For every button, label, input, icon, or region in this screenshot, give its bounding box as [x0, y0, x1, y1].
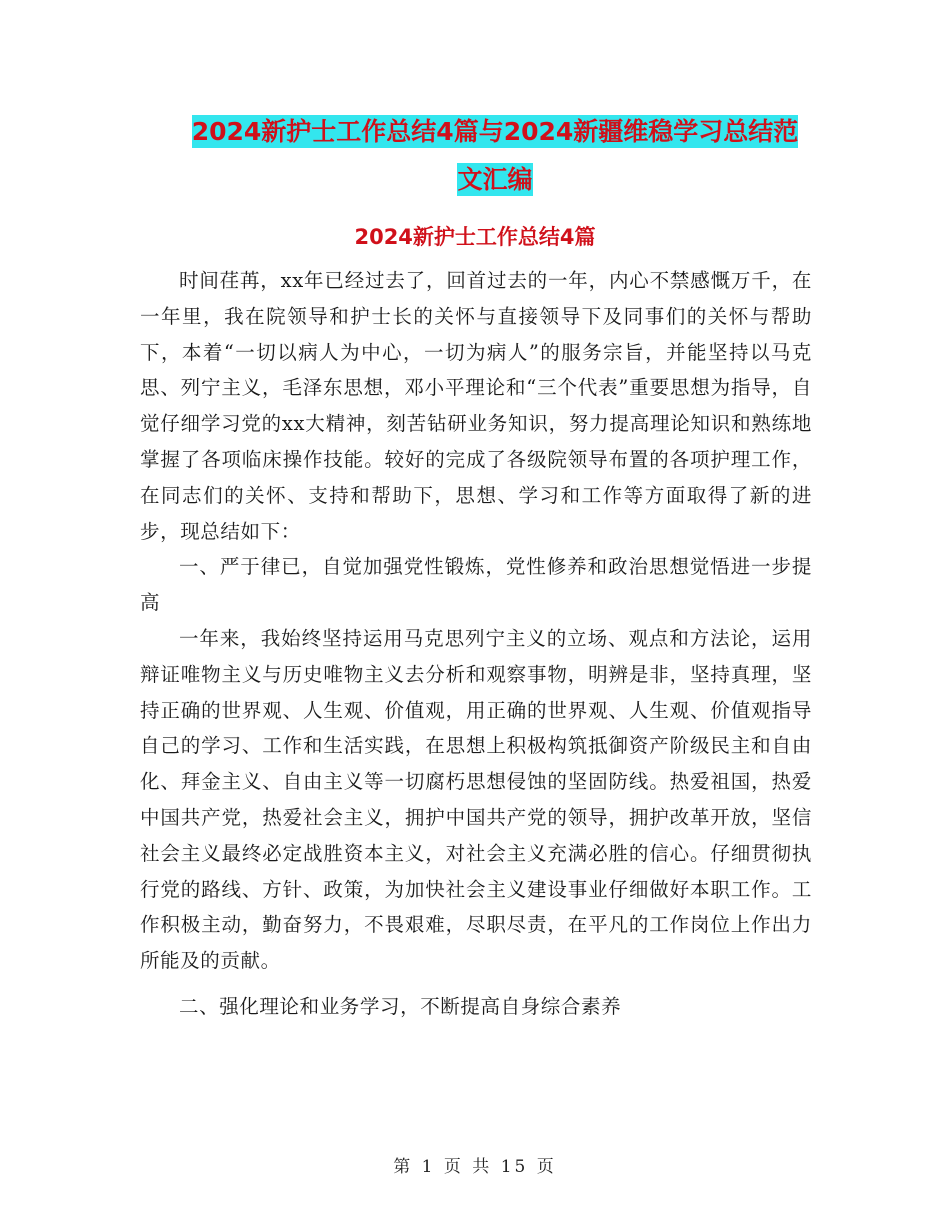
document-body	[140, 263, 812, 1025]
page-number-footer: 第 1 页 共 15 页	[393, 1157, 557, 1177]
document-title	[140, 108, 850, 204]
paragraph-intro: 时间荏苒，xx年已经过去了，回首过去的一年，内心不禁感慨万千，在一年里，我在院领导和护士长的关怀与直接领导下及同事们的关怀与帮助下，本着“一切以病人为中心，一切为病人”的服务宗旨，并能坚持以马克思、列宁主义，毛泽东思想，邓小平理论和“三个代表”重要思想为指导，自觉仔细学习党的xx大精神，刻苦钻研业务知识，努力提高理论知识和熟练地掌握了各项临床操作技能。较好的完成了各级院领导布置的各项护理工作，在同志们的关怀、支持和帮助下，思想、学习和工作等方面取得了新的进步，现总结如下：	[140, 269, 812, 543]
paragraph-heading-2: 二、强化理论和业务学习，不断提高自身综合素养	[179, 994, 622, 1018]
document-title-line-1: 2024新护士工作总结4篇与2024新疆维稳学习总结范	[191, 117, 799, 146]
document-title-line-2: 文汇编	[457, 165, 533, 194]
paragraph-body-1: 一年来，我始终坚持运用马克思列宁主义的立场、观点和方法论，运用辩证唯物主义与历史唯物主义去分析和观察事物，明辨是非，坚持真理，坚持正确的世界观、人生观、价值观，用正确的世界观、人生观、价值观指导自己的学习、工作和生活实践，在思想上积极构筑抵御资产阶级民主和自由化、拜金主义、自由主义等一切腐朽思想侵蚀的坚固防线。热爱祖国，热爱中国共产党，热爱社会主义，拥护中国共产党的领导，拥护改革开放，坚信社会主义最终必定战胜资本主义，对社会主义充满必胜的信心。仔细贯彻执行党的路线、方针、政策，为加快社会主义建设事业仔细做好本职工作。工作积极主动，勤奋努力，不畏艰难，尽职尽责，在平凡的工作岗位上作出力所能及的贡献。	[140, 626, 812, 973]
paragraph-heading-1: 一、严于律已，自觉加强党性锻炼，党性修养和政治思想觉悟进一步提高	[140, 555, 812, 615]
section-title: 2024新护士工作总结4篇	[354, 225, 596, 249]
